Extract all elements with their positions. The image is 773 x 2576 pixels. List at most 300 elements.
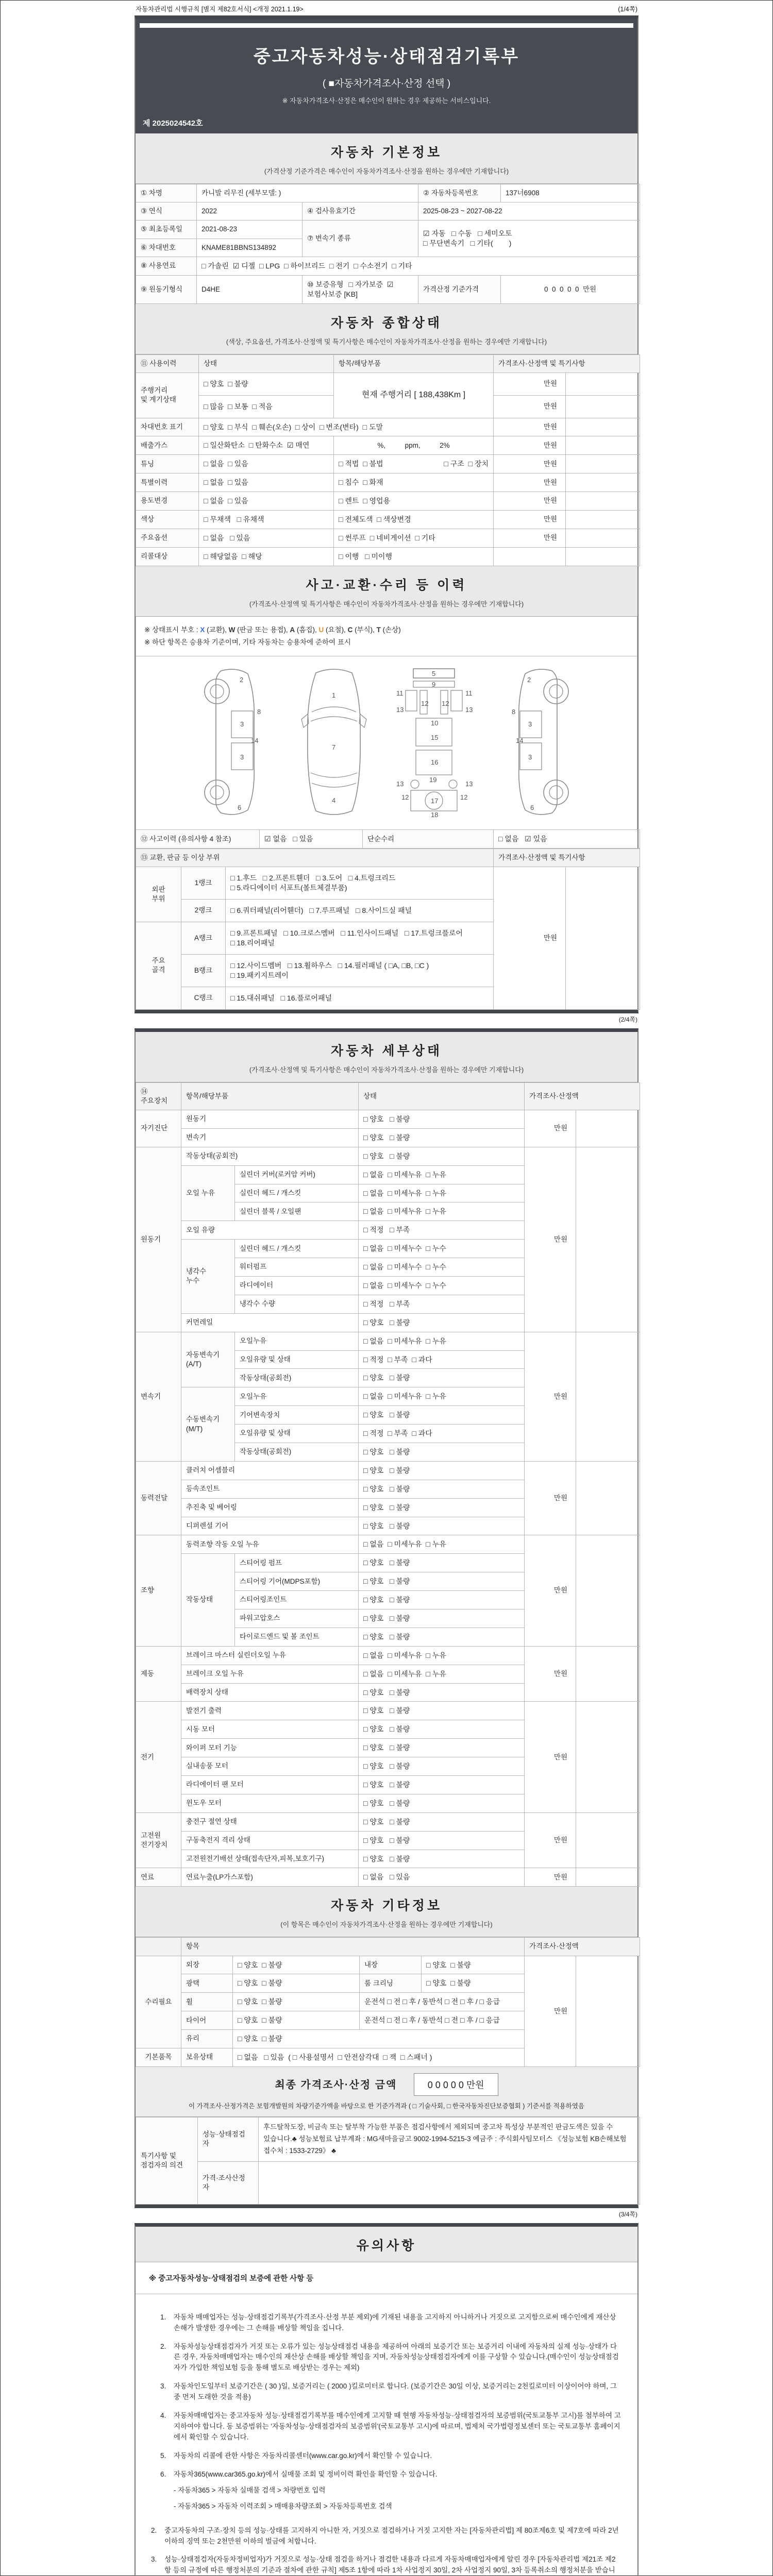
item-label: 시동 모터: [181, 1720, 359, 1739]
base-price-label: 가격산정 기준가격: [418, 275, 501, 303]
recall-label: 리콜대상: [136, 547, 199, 566]
state-checkbox-group[interactable]: □ 없음 □ 미세누유 □ 누유: [359, 1332, 525, 1350]
notice-subitem: - 자동차365 > 자동차 이력조회 > 매매용차량조회 > 자동차등록번호 검색: [174, 2502, 392, 2510]
remark-cell: [576, 1332, 640, 1461]
masthead-stripe: [140, 23, 633, 28]
price-cell: [494, 547, 566, 566]
tuning-label: 튜닝: [136, 455, 199, 473]
item-number: 1.: [160, 2313, 166, 2321]
overall-table: [136, 354, 640, 566]
inspector-remark: 후드탈착도장, 비금속 또는 탈부착 가능한 부품은 점검사항에서 제외되며 중고차 특성상 부분적인 판금도색은 있을 수 있습니다.♣ 성능보험료 납부계좌 : MG새마을금고 9002-1994-5215-3 예금주 : 주식회사팀모터스 《성능보험 KB손해보험 접수처 : 1533-2729》 ♣: [259, 2117, 640, 2161]
zone-label: 12: [460, 793, 468, 802]
inspection-period-value: 2025-08-23 ~ 2027-08-22: [418, 202, 640, 221]
accident-history-checkbox-group[interactable]: ☑ 없음 □ 있음: [260, 830, 363, 849]
remark-cell: [566, 511, 640, 529]
rank1-label: 1랭크: [181, 867, 226, 900]
device-label: 동력전달: [136, 1461, 181, 1535]
warranty-options[interactable]: □ 자가보증 ☑ 보험사보증 [KB]: [307, 280, 396, 298]
current-mileage: 현재 주행거리 [ 188,438Km ]: [334, 372, 494, 418]
price-cell: 만원: [525, 1535, 576, 1646]
item-number: 2.: [151, 2526, 157, 2534]
item-label: 연료누출(LP가스포함): [181, 1868, 359, 1887]
item-label: 클러치 어셈블리: [181, 1461, 359, 1480]
item-label: 고전원전기배선 상태(접속단자,피복,보호기구): [181, 1850, 359, 1868]
outer-panel-label: 외판 부위: [136, 867, 181, 922]
section-detail: [136, 1032, 637, 1082]
table-row: [136, 1332, 640, 1350]
state-checkbox-group[interactable]: □ 양호 □ 불량: [359, 1850, 525, 1868]
abnormal-parts-header: ⑬ 교환, 판금 등 이상 부위: [136, 849, 494, 867]
table-row: [136, 221, 640, 239]
state-checkbox-group[interactable]: □ 양호 □ 불량: [359, 1720, 525, 1739]
state-checkbox-group[interactable]: □ 양호 □ 불량: [359, 1702, 525, 1720]
section-etc: [136, 1887, 637, 1937]
price-cell: 만원: [494, 492, 566, 511]
item-label: 실린더 헤드 / 개스킷: [235, 1240, 359, 1258]
state-checkbox-group[interactable]: □ 양호 □ 불량: [359, 1794, 525, 1812]
simple-repair-label: 단순수리: [363, 830, 494, 849]
state-checkbox-group[interactable]: □ 양호 □ 불량: [359, 1554, 525, 1572]
zone-label: 12: [401, 793, 409, 802]
item-label: 실린더 헤드 / 개스킷: [235, 1184, 359, 1202]
appraiser-remark: [259, 2161, 640, 2204]
item-number: 2.: [160, 2342, 166, 2350]
item-label: 오일유량 및 상태: [235, 1350, 359, 1369]
zone-label: 13: [465, 780, 473, 788]
item-label: 등속조인트: [181, 1480, 359, 1498]
col-device: ⑭ 주요장치: [136, 1082, 181, 1110]
remark-cell: [566, 455, 640, 473]
section-accident-title: 사고·교환·수리 등 이력: [306, 578, 467, 592]
exterior-checkbox-group[interactable]: □ 양호 □ 불량: [233, 1956, 360, 1974]
item-label: 브레이크 오일 누유: [181, 1665, 359, 1683]
item-label: 작동상태(공회전): [235, 1443, 359, 1461]
table-row: [136, 1147, 640, 1165]
remark-cell: [576, 1110, 640, 1147]
state-checkbox-group[interactable]: □ 적정 □ 부족: [359, 1295, 525, 1313]
remark-cell: [566, 529, 640, 547]
zone-label: 3: [528, 720, 532, 728]
zone-label: 3: [528, 753, 532, 761]
legend-note: ※ 하단 항목은 승용차 기준이며, 기타 자동차는 승용차에 준하여 표시: [144, 638, 351, 646]
state-checkbox-group[interactable]: □ 양호 □ 불량: [359, 1739, 525, 1757]
remark-cell: [566, 372, 640, 395]
section-etc-title: 자동차 기타정보: [331, 1899, 442, 1913]
recall-checkbox-group[interactable]: □ 해당없음 □ 해당: [199, 547, 334, 566]
table-row: [136, 275, 640, 303]
sub-label: 오일 누유: [181, 1165, 235, 1221]
table-row: [136, 2117, 640, 2161]
engine-type-label: ⑨ 원동기형식: [136, 275, 197, 303]
item-text: 자동차성능상태점검자가 거짓 또는 오류가 있는 성능상태점검 내용을 제공하여 아래의 보증기간 또는 보증거리 이내에 자동차의 실제 성능·상태가 다른 경우, 자동차매매업자는 매수인의 재산상 손해를 배상할 책임을 지며, 자동차성능상태점검자에게 이를 구상할 수 있습니다.(매수인이 성능상태점검자가 가입한 책임보험 등을 통해 별도로 배상받는 경우는 제외): [174, 2342, 619, 2372]
state-checkbox-group[interactable]: □ 양호 □ 불량: [359, 1443, 525, 1461]
remark-cell: [566, 867, 640, 1009]
zone-label: 8: [257, 708, 261, 716]
state-checkbox-group[interactable]: □ 양호 □ 불량: [359, 1757, 525, 1776]
state-checkbox-group[interactable]: □ 양호 □ 불량: [359, 1313, 525, 1332]
repair-needed-label: 수리필요: [136, 1956, 181, 2048]
engine-type-value: D4HE: [197, 275, 303, 303]
vin-label: ⑥ 차대번호: [136, 239, 197, 257]
zone-label: 9: [432, 681, 436, 689]
code-c: C: [347, 625, 353, 634]
notice-item: [151, 2451, 622, 2462]
item-label: 작동상태(공회전): [235, 1369, 359, 1387]
price-cell: 만원: [525, 1147, 576, 1332]
table-row: [136, 2161, 640, 2204]
col-item: 항목: [181, 1938, 525, 1956]
tuning-part[interactable]: □ 구조 □ 장치: [444, 460, 489, 468]
detail-table: [136, 1082, 640, 1887]
section-detail-title: 자동차 세부상태: [331, 1043, 442, 1058]
table-row: [136, 1646, 640, 1665]
transmission-options-2[interactable]: □ 무단변속기 □ 기타( ): [423, 239, 512, 248]
vin-mark-checkbox-group[interactable]: □ 양호 □ 부식 □ 훼손(오손) □ 상이 □ 변조(변타) □ 도말: [199, 418, 494, 436]
price-cell: 만원: [494, 436, 566, 455]
rank1-checkbox-group[interactable]: □ 1.후드 □ 2.프론트휀더 □ 3.도어 □ 4.트렁크리드 □ 5.라디에이터 서포트(볼트체결부품): [226, 867, 494, 900]
recall-kind-checkbox-group[interactable]: □ 이행 □ 미이행: [334, 547, 494, 566]
emission-values: %, ppm, 2%: [334, 436, 494, 455]
state-checkbox-group[interactable]: □ 없음 □ 미세누수 □ 누수: [359, 1240, 525, 1258]
gauge-checkbox-group[interactable]: □ 양호 □ 불량: [199, 372, 334, 395]
section-notice-title: 유의사항: [356, 2238, 417, 2253]
abnormal-price-header: 가격조사·산정액 및 특기사항: [494, 849, 640, 867]
color-checkbox-group[interactable]: □ 무채색 □ 유채색: [199, 511, 334, 529]
state-checkbox-group[interactable]: □ 양호 □ 불량: [359, 1406, 525, 1425]
item-label: 작동상태(공회전): [181, 1147, 359, 1165]
zone-label: 12: [442, 700, 449, 708]
interior-checkbox-group[interactable]: □ 양호 □ 불량: [422, 1956, 525, 1974]
item-text: 성능·상태점검자(자동차정비업자)가 거짓으로 성능·상태 점검을 하거나 점검한 내용과 다르게 자동차매매업자에게 알린 경우 [자동차관리법 제21조 제2항 등의 규정에 따른 행정처분의 기준과 절차에 관한 규칙] 제5조 1항에 따라 1차 사업정지 30일, 2차 사업정지 90일, 3차 등록취소의 행정처분을 받습니: [164, 2555, 616, 2574]
device-label: 원동기: [136, 1147, 181, 1332]
page-marker-3: (3/4쪽): [618, 2210, 637, 2218]
state-checkbox-group[interactable]: □ 양호 □ 불량: [359, 1369, 525, 1387]
price-cell: 만원: [525, 1812, 576, 1868]
state-checkbox-group[interactable]: □ 양호 □ 불량: [359, 1812, 525, 1831]
appraiser-label: 가격·조사산정 자: [198, 2161, 259, 2204]
page-title: 중고자동차성능·상태점검기록부: [253, 47, 520, 66]
price-cell: 만원: [525, 1646, 576, 1702]
code-w: W: [228, 625, 236, 634]
state-checkbox-group[interactable]: □ 없음 □ 있음: [359, 1868, 525, 1887]
table-row: [136, 202, 640, 221]
item-label: 워터펌프: [235, 1258, 359, 1277]
remark-cell: [566, 492, 640, 511]
state-checkbox-group[interactable]: □ 양호 □ 불량: [359, 1572, 525, 1591]
remark-cell: [576, 1812, 640, 1868]
state-checkbox-group[interactable]: □ 없음 □ 미세누유 □ 누유: [359, 1202, 525, 1221]
notice-item: [151, 2554, 622, 2576]
tire-position-checkbox-group[interactable]: 운전석 □ 전 □ 후 / 동반석 □ 전 □ 후 / □ 응급: [360, 2011, 525, 2030]
car-top-diagram: [295, 665, 373, 819]
state-checkbox-group[interactable]: □ 양호 □ 불량: [359, 1776, 525, 1794]
table-header-row: [136, 1938, 640, 1956]
code-a-desc: (흠집),: [295, 625, 319, 634]
state-checkbox-group[interactable]: □ 없음 □ 미세누수 □ 누수: [359, 1258, 525, 1277]
item-label: 오일유량 및 상태: [235, 1425, 359, 1443]
zone-label: 16: [431, 758, 439, 767]
glass-checkbox-group[interactable]: □ 양호 □ 불량: [233, 2030, 525, 2048]
price-cell: 만원: [494, 867, 566, 1009]
state-checkbox-group[interactable]: □ 양호 □ 불량: [359, 1110, 525, 1128]
frame-label: 주요 골격: [136, 922, 181, 1009]
notice-item: [151, 2411, 622, 2443]
state-code-legend: [136, 617, 637, 657]
mileage-label: 주행거리 및 계기상태: [136, 372, 199, 418]
state-checkbox-group[interactable]: □ 양호 □ 불량: [359, 1517, 525, 1535]
inspection-period-label: ④ 검사유효기간: [303, 202, 418, 221]
table-row: [136, 1702, 640, 1720]
item-label: 원동기: [181, 1110, 359, 1128]
state-checkbox-group[interactable]: □ 양호 □ 불량: [359, 1498, 525, 1517]
abnormal-parts-table: [136, 849, 640, 1009]
code-t-desc: (손상): [380, 625, 401, 634]
col-price: 가격조사·산정액 및 특기사항: [494, 354, 640, 372]
vin-mark-label: 차대번호 표기: [136, 418, 199, 436]
code-u-desc: (요철),: [324, 625, 348, 634]
state-checkbox-group[interactable]: □ 양호 □ 불량: [359, 1683, 525, 1702]
zone-label: 7: [332, 743, 336, 752]
main-option-checkbox-group[interactable]: □ 없음 □ 있음: [199, 529, 334, 547]
item-text: 중고자동차의 구조·장치 등의 성능·상태를 고지하지 아니한 자, 거짓으로 점검하거나 거짓 고지한 자는 [자동차관리법] 제 80조제6호 및 제7호에 따라 2년 이하의 징역 또는 2천만원 이하의 벌금에 처합니다.: [164, 2526, 619, 2545]
transmission-checkbox-group[interactable]: [418, 221, 640, 257]
table-row: [136, 372, 640, 395]
remark-cell: [566, 436, 640, 455]
document-number: 제 2025024542호: [143, 119, 203, 128]
item-label: 동력조향 작동 오일 누유: [181, 1535, 359, 1554]
item-label: 커먼레일: [181, 1313, 359, 1332]
item-label: 실린더 커버(로커암 커버): [235, 1165, 359, 1184]
notice-heading-1: ※ 중고자동차성능·상태점검의 보증에 관한 사항 등: [136, 2262, 637, 2294]
remarks-table: [136, 2117, 640, 2205]
warranty-checkbox-group[interactable]: [303, 275, 418, 303]
tire-checkbox-group[interactable]: □ 양호 □ 불량: [233, 2011, 360, 2030]
state-checkbox-group[interactable]: □ 양호 □ 불량: [359, 1591, 525, 1609]
form-reference: [135, 3, 638, 15]
final-price-footnote: 이 가격조사·산정가격은 보험개발원의 차량기준가액을 바탕으로 한 기준가격과 ( □ 기술사회, □ 한국자동차진단보증협회 ) 기준서를 적용하였음: [189, 2102, 584, 2110]
page-marker-2: (2/4쪽): [618, 1015, 637, 1023]
rank2-label: 2랭크: [181, 900, 226, 922]
remark-cell: [576, 1702, 640, 1812]
color-kind-checkbox-group[interactable]: □ 전체도색 □ 색상변경: [334, 511, 494, 529]
code-u: U: [318, 625, 324, 634]
state-checkbox-group[interactable]: □ 적정 □ 부족: [359, 1221, 525, 1240]
main-option-label: 주요옵션: [136, 529, 199, 547]
price-cell: 만원: [525, 1702, 576, 1812]
state-checkbox-group[interactable]: □ 적정 □ 부족 □ 과다: [359, 1350, 525, 1369]
rankC-checkbox-group[interactable]: □ 15.대쉬패널 □ 16.플로어패널: [226, 987, 494, 1009]
price-cell: 만원: [494, 372, 566, 395]
usage-change-label: 용도변경: [136, 492, 199, 511]
item-label: 타이로드엔드 및 볼 조인트: [235, 1628, 359, 1646]
accident-history-table: [136, 829, 640, 849]
state-checkbox-group[interactable]: □ 양호 □ 불량: [359, 1480, 525, 1498]
rankB-checkbox-group[interactable]: □ 12.사이드멤버 □ 13.휠하우스 □ 14.필러패널 ( □A, □B, □C ) □ 19.패키지트레이: [226, 954, 494, 987]
state-checkbox-group[interactable]: □ 양호 □ 불량: [359, 1831, 525, 1850]
section-overall-subtitle: (색상, 주요옵션, 가격조사·산정액 및 특기사항은 매수인이 자동차가격조사·산정을 원하는 경우에만 기재합니다): [226, 337, 547, 346]
etc-table: [136, 1937, 640, 2067]
col-price: 가격조사·산정액: [525, 1938, 640, 1956]
table-row: [136, 547, 640, 566]
zone-label: 6: [238, 804, 242, 812]
transmission-options-1[interactable]: ☑ 자동 □ 수동 □ 세미오토: [423, 229, 512, 238]
special-history-label: 특별이력: [136, 473, 199, 492]
table-row: [136, 455, 640, 473]
zone-label: 11: [396, 689, 404, 698]
emission-label: 배출가스: [136, 436, 199, 455]
item-label: 구동축전지 격리 상태: [181, 1831, 359, 1850]
table-row: [136, 1535, 640, 1554]
device-label: 제동: [136, 1646, 181, 1702]
item-number: 3.: [160, 2382, 166, 2391]
state-checkbox-group[interactable]: □ 없음 □ 미세누유 □ 누유: [359, 1184, 525, 1202]
item-label: 오일누유: [235, 1387, 359, 1406]
item-label: 변속기: [181, 1128, 359, 1147]
device-label: 자기진단: [136, 1110, 181, 1147]
price-survey-note: ※ 자동차가격조사·산정은 매수인이 원하는 경우 제공하는 서비스입니다.: [282, 97, 491, 105]
state-checkbox-group[interactable]: □ 양호 □ 불량: [359, 1461, 525, 1480]
transmission-label: ⑦ 변속기 종류: [303, 221, 418, 257]
code-x-desc: (교환),: [205, 625, 229, 634]
state-code-line: [144, 624, 629, 636]
table-header-row: [136, 1082, 640, 1110]
zone-label: 13: [396, 706, 404, 714]
table-row: [136, 867, 640, 900]
notice-item: [151, 2342, 622, 2374]
item-label: 라디에이터 팬 모터: [181, 1776, 359, 1794]
emission-checkbox-group[interactable]: □ 일산화탄소 □ 탄화수소 ☑ 매연: [199, 436, 334, 455]
item-label: 배력장치 상태: [181, 1683, 359, 1702]
glass-label: 유리: [181, 2030, 233, 2048]
state-checkbox-group[interactable]: □ 없음 □ 미세누유 □ 누유: [359, 1387, 525, 1406]
code-c-desc: (부식),: [352, 625, 377, 634]
final-price-value: 0 0 0 0 0 만원: [414, 2073, 498, 2096]
rankA-checkbox-group[interactable]: □ 9.프론트패널 □ 10.크로스멤버 □ 11.인사이드패널 □ 17.트렁크플로어 □ 18.리어패널: [226, 922, 494, 955]
inspector-label: 성능·상태점검 자: [198, 2117, 259, 2161]
item-text: 자동차매매업자는 중고자동차 성능·상태점검기록부를 매수인에게 고지할 때 현행 자동차성능·상태점검자의 보증범위(국토교통부 고시)를 첨부하여 고지하여야 합니다. 동 보증범위는 '자동차성능·상태점검자의 보증범위'(국토교통부 고시)에 따르며, 법제처 국가법령정보센터 또는 국토교통부 홈페이지에서 확인할 수 있습니다.: [174, 2412, 621, 2442]
item-text: 자동차 매매업자는 성능·상태점검기록부(가격조사·산정 부분 제외)에 기재된 내용을 고지하지 아니하거나 거짓으로 고지함으로써 매수인에게 재산상 손해가 발생한 경우에는 그 손해를 배상할 책임을 집니다.: [174, 2313, 616, 2332]
remark-cell: [576, 1147, 640, 1332]
sub-label: 작동상태: [181, 1554, 235, 1646]
remark-cell: [576, 1646, 640, 1702]
col-state: 상태: [199, 354, 334, 372]
state-checkbox-group[interactable]: □ 없음 □ 미세누유 □ 누유: [359, 1646, 525, 1665]
col-item: 항목/해당부품: [181, 1082, 359, 1110]
zone-label: 14: [516, 737, 524, 745]
table-row: [136, 473, 640, 492]
zone-label: 5: [432, 670, 436, 678]
item-label: 냉각수 수량: [235, 1295, 359, 1313]
tuning-legal[interactable]: □ 적법 □ 불법: [339, 460, 383, 468]
zone-label: 3: [240, 720, 244, 728]
state-checkbox-group[interactable]: □ 없음 □ 미세누유 □ 누유: [359, 1535, 525, 1554]
item-label: 추진축 및 베어링: [181, 1498, 359, 1517]
zone-label: 17: [431, 797, 439, 805]
rankC-label: C랭크: [181, 987, 226, 1009]
price-cell: 만원: [525, 1956, 576, 2066]
state-checkbox-group[interactable]: □ 양호 □ 불량: [359, 1628, 525, 1646]
page-1: [135, 15, 638, 1013]
price-cell: 만원: [525, 1332, 576, 1461]
page-2: [135, 1028, 638, 2208]
mileage-checkbox-group[interactable]: □ 많음 □ 보통 □ 적음: [199, 395, 334, 418]
item-label: 디퍼렌셜 기어: [181, 1517, 359, 1535]
room-cleaning-checkbox-group[interactable]: □ 양호 □ 불량: [422, 1974, 525, 1993]
holding-checkbox-group[interactable]: □ 없음 □ 있음 ( □ 사용설명서 □ 안전삼각대 □ 잭 □ 스패너 ): [233, 2048, 525, 2067]
state-checkbox-group[interactable]: □ 적정 □ 부족 □ 과다: [359, 1425, 525, 1443]
tuning-kind-checkbox-group[interactable]: [334, 455, 494, 473]
state-checkbox-group[interactable]: □ 양호 □ 불량: [359, 1128, 525, 1147]
item-label: 스티어링 펌프: [235, 1554, 359, 1572]
wheel-position-checkbox-group[interactable]: 운전석 □ 전 □ 후 / 동반석 □ 전 □ 후 / □ 응급: [360, 1993, 525, 2011]
remark-cell: [566, 395, 640, 418]
sub-label: 냉각수 누수: [181, 1240, 235, 1314]
basic-items-label: 기본품목: [136, 2048, 181, 2067]
price-survey-select: ( ■자동차가격조사·산정 선택 ): [322, 78, 451, 89]
code-a: A: [290, 625, 295, 634]
special-history-checkbox-group[interactable]: □ 없음 □ 있음: [199, 473, 334, 492]
notice-item: [151, 2381, 622, 2403]
usage-change-checkbox-group[interactable]: □ 없음 □ 있음: [199, 492, 334, 511]
item-label: 기어변속장치: [235, 1406, 359, 1425]
item-label: 오일누유: [235, 1332, 359, 1350]
usage-change-kind-checkbox-group[interactable]: □ 렌트 □ 영업용: [334, 492, 494, 511]
year-value: 2022: [197, 202, 303, 221]
section-notice: [136, 2227, 637, 2262]
zone-label: 15: [431, 734, 439, 742]
state-checkbox-group[interactable]: □ 없음 □ 미세누수 □ 누수: [359, 1276, 525, 1295]
fuel-label: ⑧ 사용연료: [136, 257, 197, 275]
zone-label: 6: [530, 804, 534, 812]
interior-label: 내장: [360, 1956, 422, 1974]
section-basic-subtitle: (가격산정 기준가격은 매수인이 자동차가격조사·산정을 원하는 경우에만 기재합니다): [264, 167, 509, 175]
tuning-checkbox-group[interactable]: □ 없음 □ 있음: [199, 455, 334, 473]
final-price-label: 최종 가격조사·산정 금액: [275, 2079, 397, 2091]
item-text: 자동차인도일부터 보증기간은 ( 30 )일, 보증거리는 ( 2000 )킬로미터로 합니다. (보증기간은 30일 이상, 보증거리는 2천킬로미터 이상이어야 하며, 그 중 먼저 도래한 것을 적용): [174, 2382, 617, 2401]
code-x: X: [200, 625, 205, 634]
device-label: 고전원 전기장치: [136, 1812, 181, 1868]
car-damage-diagram: [136, 656, 637, 829]
special-history-kind-checkbox-group[interactable]: □ 침수 □ 화재: [334, 473, 494, 492]
reg-no-label: ② 자동차등록번호: [418, 184, 501, 202]
state-checkbox-group[interactable]: □ 양호 □ 불량: [359, 1147, 525, 1165]
item-label: 실내송풍 모터: [181, 1757, 359, 1776]
price-cell: 만원: [494, 455, 566, 473]
item-text: 자동차의 리콜에 관한 사항은 자동차리콜센터(www.car.go.kr)에서 확인할 수 있습니다.: [174, 2451, 432, 2460]
masthead: [136, 19, 637, 133]
room-cleaning-label: 룸 크리닝: [360, 1974, 422, 1993]
state-checkbox-group[interactable]: □ 양호 □ 불량: [359, 1609, 525, 1628]
main-option-kind-checkbox-group[interactable]: □ 썬루프 □ 네비게이션 □ 기타: [334, 529, 494, 547]
state-checkbox-group[interactable]: □ 없음 □ 미세누유 □ 누유: [359, 1165, 525, 1184]
simple-repair-checkbox-group[interactable]: □ 없음 ☑ 있음: [494, 830, 640, 849]
item-label: 라디에이터: [235, 1276, 359, 1295]
fuel-checkbox-group[interactable]: □ 가솔린 ☑ 디젤 □ LPG □ 하이브리드 □ 전기 □ 수소전기 □ 기타: [197, 257, 640, 275]
zone-label: 13: [465, 706, 473, 714]
zone-label: 14: [251, 737, 259, 745]
holding-label: 보유상태: [181, 2048, 233, 2067]
remark-cell: [566, 547, 640, 566]
state-checkbox-group[interactable]: □ 없음 □ 미세누유 □ 누유: [359, 1665, 525, 1683]
polish-checkbox-group[interactable]: □ 양호 □ 불량: [233, 1974, 360, 1993]
base-price-value: 0 0 0 0 0 만원: [501, 275, 640, 303]
wheel-label: 휠: [181, 1993, 233, 2011]
item-label: 오일 유량: [181, 1221, 359, 1240]
price-cell: 만원: [525, 1868, 576, 1887]
sub-label: 수동변속기 (M/T): [181, 1387, 235, 1462]
wheel-checkbox-group[interactable]: □ 양호 □ 불량: [233, 1993, 360, 2011]
rank2-checkbox-group[interactable]: □ 6.쿼터패널(리어휀더) □ 7.루프패널 □ 8.사이드실 패널: [226, 900, 494, 922]
